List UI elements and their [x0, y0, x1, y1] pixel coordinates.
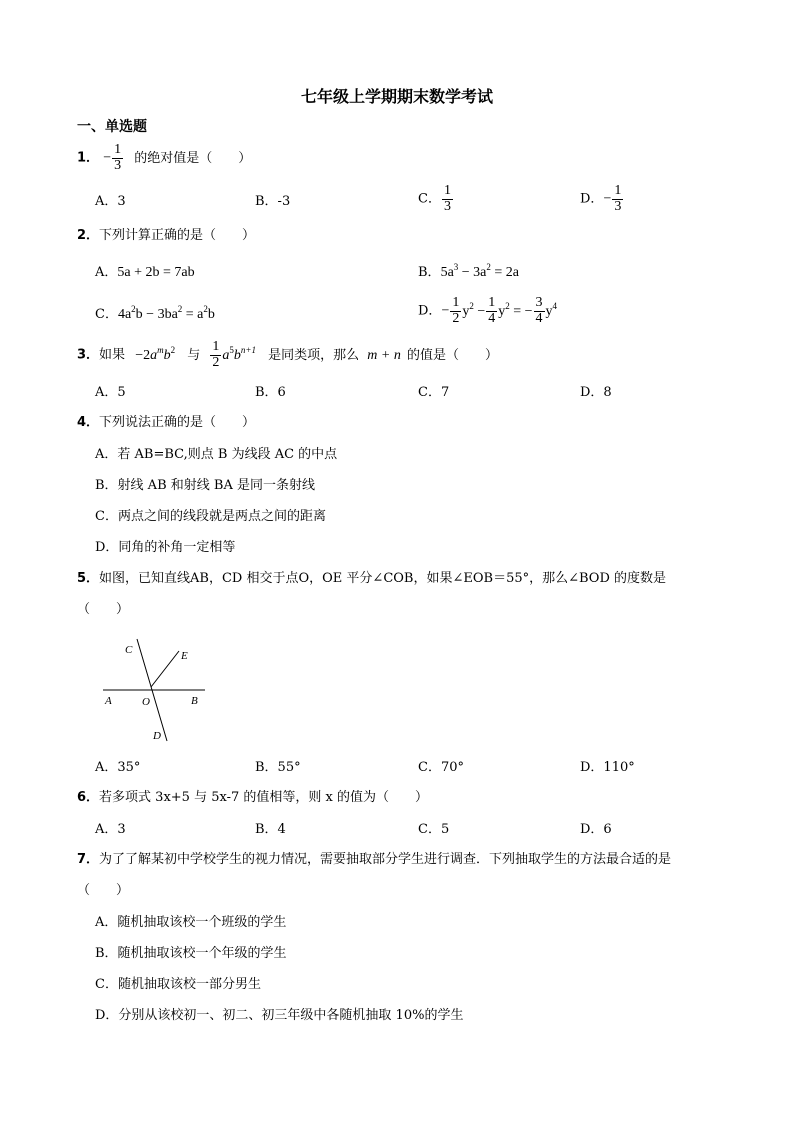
numerator: 1	[443, 183, 451, 198]
option-b: B．射线 AB 和射线 BA 是同一条射线	[95, 478, 315, 493]
question-stem: 的绝对值是（ ）	[134, 150, 252, 166]
fraction: $\frac{3}{4}$	[535, 295, 543, 326]
ray-oe	[151, 651, 179, 687]
numerator: 1	[114, 142, 122, 157]
question-number: 3．	[77, 347, 100, 363]
option-c: C．随机抽取该校一部分男生	[95, 977, 261, 992]
option-a: A．5	[95, 385, 126, 400]
question-number: 2．	[77, 228, 100, 243]
option-a: A．35°	[95, 760, 141, 775]
option-c: C．70°	[418, 760, 464, 775]
question-1	[77, 143, 251, 173]
question-7	[77, 853, 671, 866]
option-label: B．	[418, 265, 441, 280]
option-d: D．8	[580, 385, 612, 400]
option-c: C．7	[418, 385, 450, 400]
question-stem: 的值是（ ）	[406, 347, 498, 363]
question-5	[77, 572, 666, 585]
fraction	[612, 184, 623, 214]
denominator: 3	[114, 157, 122, 173]
question-4	[77, 416, 255, 429]
option-d: D．− $\frac{1}{2}$ $y^2$ − $\frac{1}{4}$ $y^2$ = − $\frac{3}{4}$ $y^4$	[418, 295, 558, 326]
option-label: D．	[418, 303, 442, 319]
question-stem: 与	[187, 347, 201, 363]
section-heading: 一、单选题	[77, 119, 147, 135]
option-label: D．	[580, 191, 604, 207]
option-d: D．分别从该校初一、初二、初三年级中各随机抽取 10%的学生	[95, 1008, 464, 1023]
fraction: $\frac{1}{2}$	[452, 295, 460, 326]
numerator: 1	[614, 183, 622, 198]
label-d: D	[153, 730, 161, 742]
math-expression: m + n	[367, 347, 401, 363]
denominator: 3	[443, 198, 451, 214]
option-label: C．	[418, 191, 441, 207]
math-expression: $4a^2b - 3ba^2 = a^2b$	[117, 304, 215, 322]
question-number: 6．	[77, 790, 100, 805]
fraction: $\frac{1}{4}$	[488, 295, 496, 326]
option-b: B．4	[255, 822, 286, 837]
question-stem: 若多项式 3x+5 与 5x-7 的值相等，则 x 的值为（ ）	[99, 790, 428, 805]
option-b: B．55°	[255, 760, 301, 775]
option-d	[580, 184, 624, 214]
option-b: B．6	[255, 385, 286, 400]
math-sign: −	[603, 191, 612, 207]
label-b: B	[191, 695, 198, 707]
question-3	[77, 340, 498, 370]
question-stem: 是同类项，那么	[268, 347, 360, 363]
answer-paren: （ ）	[77, 883, 130, 898]
label-e: E	[181, 650, 188, 662]
label-a: A	[105, 695, 112, 707]
label-c: C	[125, 644, 133, 656]
question-stem: 为了了解某初中学校学生的视力情况，需要抽取部分学生进行调查．下列抽取学生的方法最合适的是	[99, 852, 672, 867]
fraction	[112, 143, 123, 173]
question-stem: 下列说法正确的是（ ）	[99, 415, 256, 430]
geometry-figure	[95, 635, 245, 750]
option-d: D．110°	[580, 760, 635, 775]
option-a: A．若 AB=BC,则点 B 为线段 AC 的中点	[95, 447, 338, 462]
question-2	[77, 229, 255, 242]
math-expression: $-2a^mb^2$	[135, 344, 176, 363]
label-o: O	[142, 696, 150, 708]
math-expression: $5a^3 - 3a^2 = 2a$	[440, 262, 519, 280]
option-label: C．	[95, 307, 118, 322]
option-c: C．两点之间的线段就是两点之间的距离	[95, 509, 326, 524]
question-number: 7．	[77, 852, 100, 867]
option-a: A．随机抽取该校一个班级的学生	[95, 915, 287, 930]
fraction	[442, 184, 453, 214]
option-label: A．	[95, 265, 118, 280]
math-sign: −	[103, 150, 112, 166]
question-number: 1．	[77, 150, 100, 166]
denominator: 3	[614, 198, 622, 214]
option-b: B．随机抽取该校一个年级的学生	[95, 946, 287, 961]
option-c	[418, 184, 454, 214]
option-a: A．3	[95, 194, 126, 209]
option-d: D．同角的补角一定相等	[95, 540, 236, 555]
question-stem: 如果	[99, 347, 126, 363]
option-a	[95, 266, 195, 280]
page-title: 七年级上学期期末数学考试	[300, 87, 493, 106]
question-6	[77, 791, 428, 804]
question-stem: 下列计算正确的是（ ）	[99, 228, 256, 243]
question-number: 4．	[77, 415, 100, 430]
math-expression: $a^5b^{n+1}$	[222, 344, 256, 363]
answer-paren: （ ）	[77, 602, 130, 617]
option-c	[95, 304, 215, 322]
question-stem: 如图，已知直线AB，CD 相交于点O，OE 平分∠COB，如果∠EOB＝55°，那么∠BOD 的度数是	[99, 571, 667, 586]
fraction: $\frac{1}{2}$	[212, 339, 220, 370]
option-c: C．5	[418, 822, 450, 837]
option-d: D．6	[580, 822, 612, 837]
math-expression: 5a + 2b = 7ab	[117, 265, 195, 280]
option-a: A．3	[95, 822, 126, 837]
option-b	[418, 262, 519, 280]
question-number: 5．	[77, 571, 100, 586]
option-b: B．-3	[255, 194, 291, 209]
